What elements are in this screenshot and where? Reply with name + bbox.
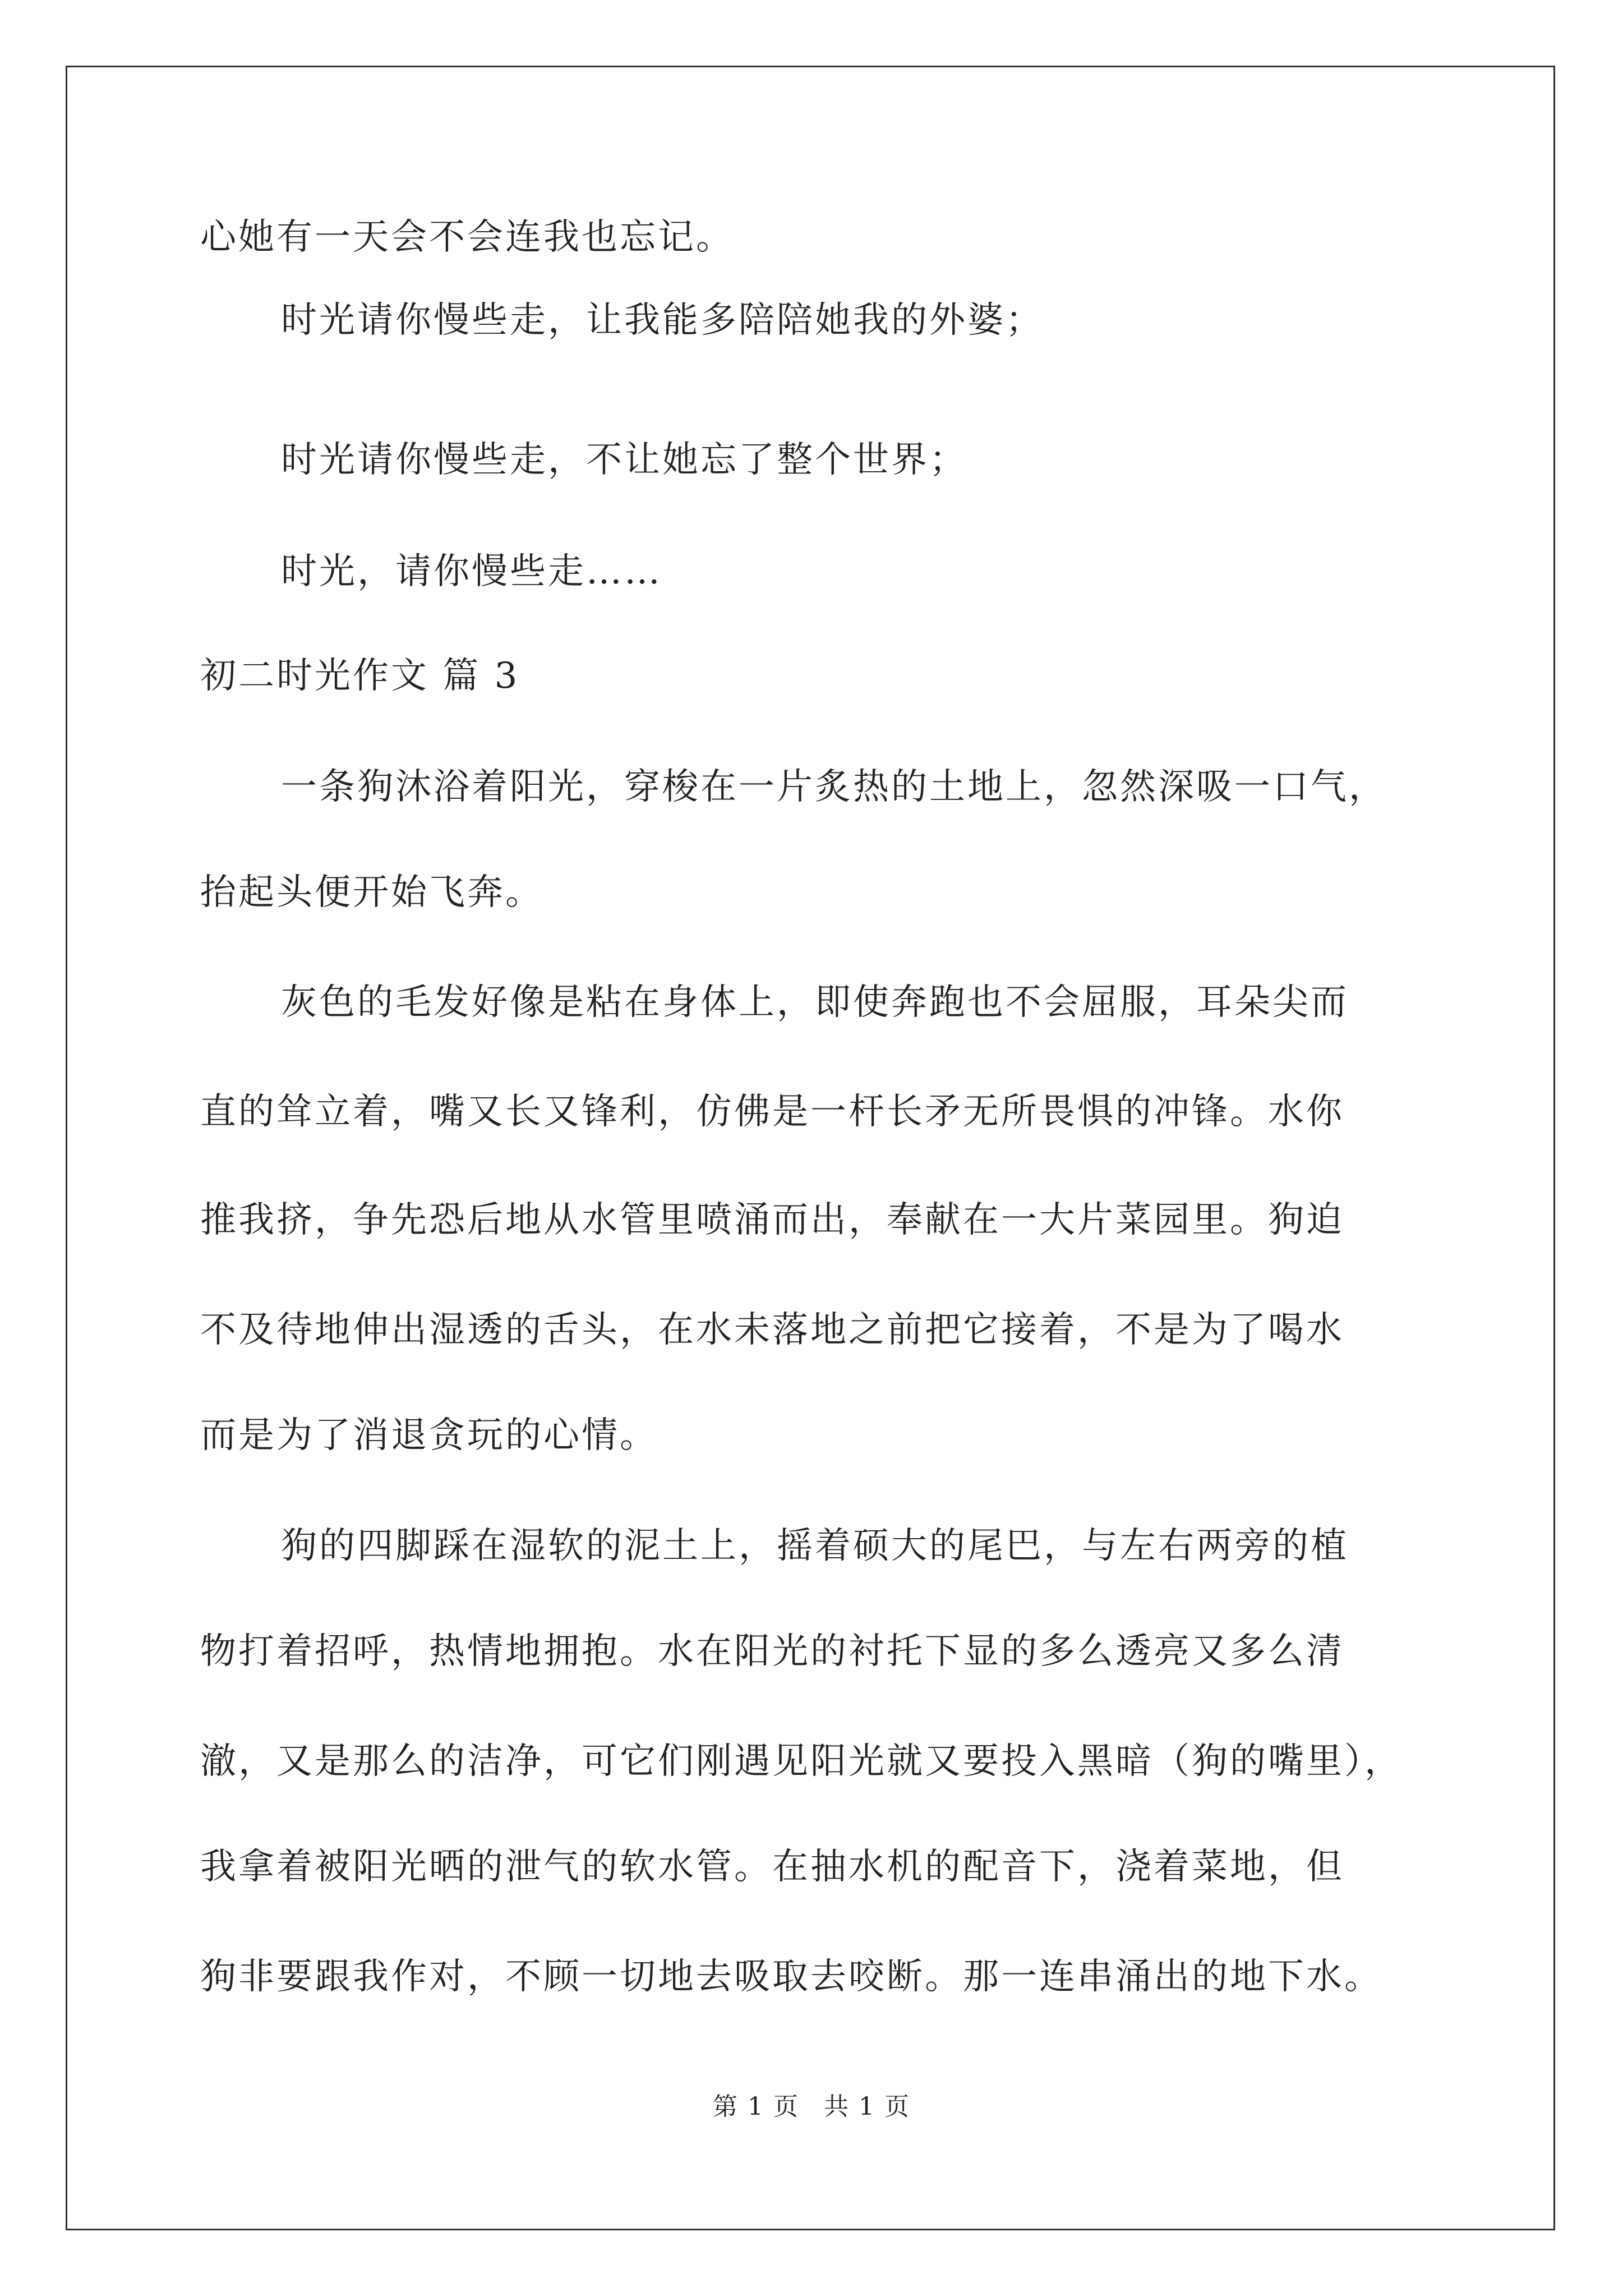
page-footer bbox=[0, 2090, 1623, 2124]
page-total: 共 1 页 bbox=[824, 2092, 910, 2121]
page-number: 第 1 页 bbox=[713, 2092, 799, 2121]
text-line: 抬起头便开始飞奔。 bbox=[200, 872, 543, 913]
text-line: 不及待地伸出湿透的舌头，在水未落地之前把它接着，不是为了喝水 bbox=[200, 1309, 1344, 1351]
section-heading: 初二时光作文 篇 3 bbox=[200, 655, 520, 697]
page-border bbox=[66, 66, 1555, 2230]
text-line: 狗的四脚踩在湿软的泥土上，摇着硕大的尾巴，与左右两旁的植 bbox=[281, 1525, 1349, 1567]
text-line: 而是为了消退贪玩的心情。 bbox=[200, 1415, 658, 1456]
text-line: 灰色的毛发好像是粘在身体上，即使奔跑也不会屈服，耳朵尖而 bbox=[281, 982, 1349, 1023]
text-line: 狗非要跟我作对，不顾一切地去吸取去咬断。那一连串涌出的地下水。 bbox=[200, 1956, 1382, 1998]
text-line: 一条狗沐浴着阳光，穿梭在一片炙热的土地上，忽然深吸一口气， bbox=[281, 766, 1387, 808]
text-line: 直的耸立着，嘴又长又锋利，仿佛是一杆长矛无所畏惧的冲锋。水你 bbox=[200, 1091, 1344, 1133]
text-line: 推我挤，争先恐后地从水管里喷涌而出，奉献在一大片菜园里。狗迫 bbox=[200, 1199, 1344, 1241]
text-line: 澈，又是那么的洁净，可它们刚遇见阳光就又要投入黑暗（狗的嘴里）， bbox=[200, 1741, 1403, 1782]
text-line: 时光请你慢些走，让我能多陪陪她我的外婆； bbox=[281, 300, 1044, 341]
text-line: 时光，请你慢些走…… bbox=[281, 551, 662, 592]
text-line: 物打着招呼，热情地拥抱。水在阳光的衬托下显的多么透亮又多么清 bbox=[200, 1631, 1344, 1672]
text-line: 心她有一天会不会连我也忘记。 bbox=[200, 217, 734, 258]
text-line: 时光请你慢些走，不让她忘了整个世界； bbox=[281, 439, 967, 481]
text-line: 我拿着被阳光晒的泄气的软水管。在抽水机的配音下，浇着菜地，但 bbox=[200, 1846, 1344, 1888]
